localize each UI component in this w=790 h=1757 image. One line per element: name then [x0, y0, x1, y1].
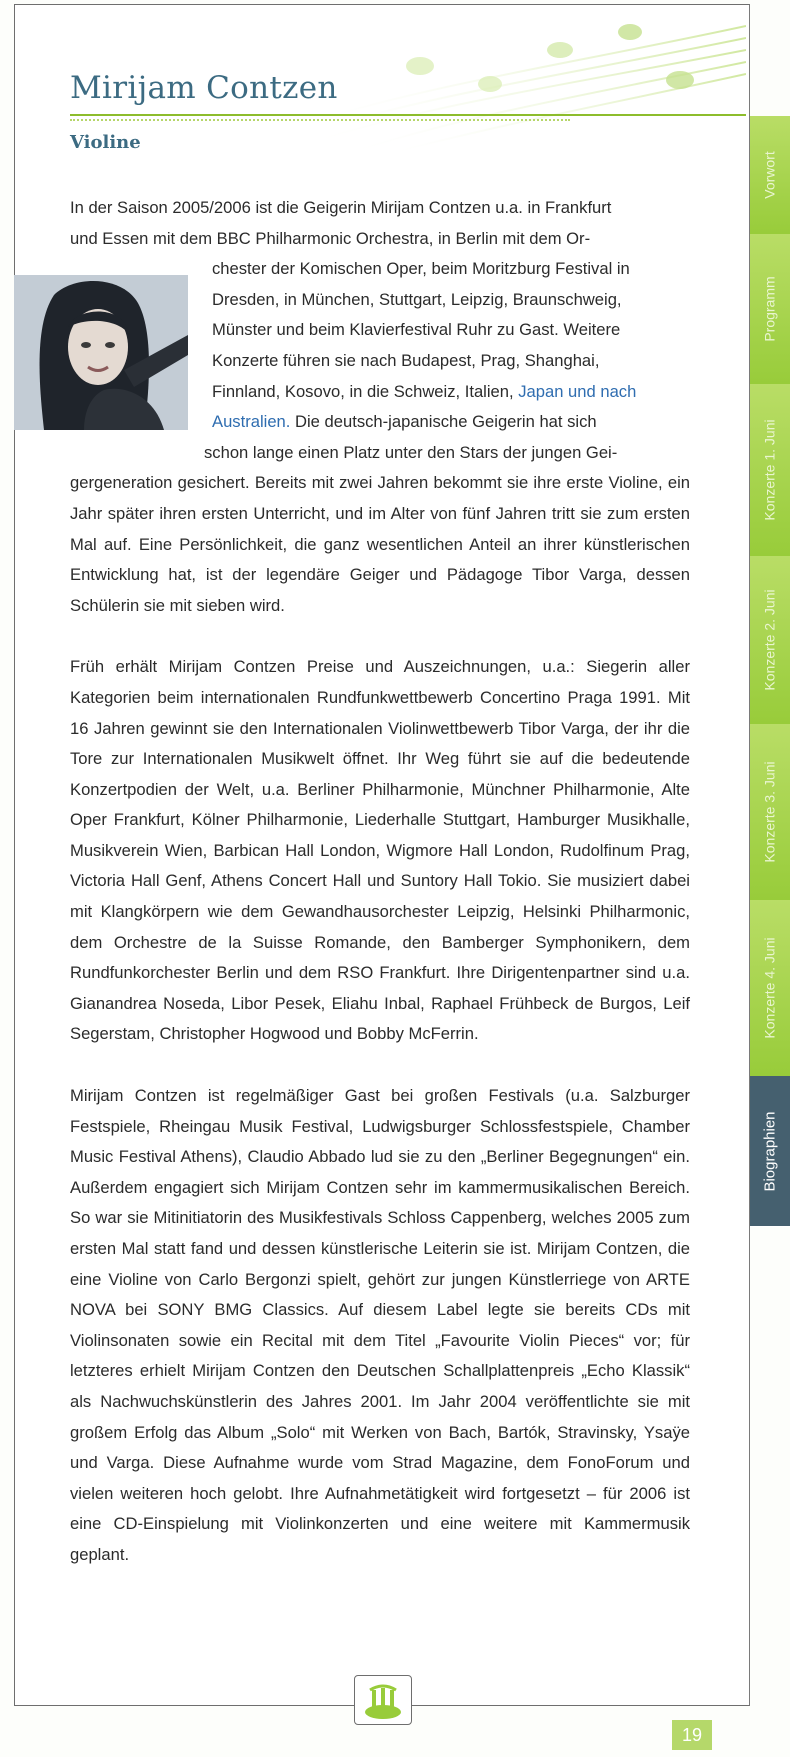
tab-label: Biographien — [761, 1110, 779, 1192]
highlighted-text: Japan und nach — [518, 381, 637, 401]
tab-label: Vorwort — [762, 151, 778, 199]
tab-label: Konzerte 4. Juni — [762, 937, 779, 1039]
highlighted-text-2: Australien. — [212, 412, 291, 432]
paragraph-gap — [70, 1050, 690, 1081]
page-number: 19 — [672, 1720, 712, 1750]
paragraph-1-wrap-line-4: Konzerte führen sie nach Budapest, Prag, Shanghai, — [212, 350, 600, 370]
festival-logo — [354, 1675, 412, 1725]
paragraph-1-wrap-line-6 — [70, 407, 690, 438]
tab-konzerte-2-juni[interactable] — [750, 556, 790, 725]
paragraph-1-wrap-line-2: Dresden, in München, Stuttgart, Leipzig, Braunschweig, — [212, 289, 622, 309]
title-dotted-rule — [70, 119, 570, 121]
tab-label: Programm — [762, 276, 779, 342]
paragraph-1-line-2: und Essen mit dem BBC Philharmonic Orchestra, in Berlin mit dem Or- — [70, 228, 591, 248]
tab-vorwort[interactable] — [750, 116, 790, 235]
music-staff-decoration — [300, 6, 746, 156]
logo-icon — [355, 1676, 411, 1724]
paragraph-1-wrap-line-1: chester der Komischen Oper, beim Moritzburg Festival in — [212, 259, 630, 279]
paragraph-1-wrap-line-3: Münster und beim Klavierfestival Ruhr zu Gast. Weitere — [212, 320, 621, 340]
paragraph-1-rest: gergeneration gesichert. Bereits mit zwei Jahren bekommt sie ihre erste Violine, ein Jahr später ihren ersten Unterricht, und im Alter von fünf Jahren tritt sie zum ersten Mal auf. Eine Persönlichkeit, die ganz wesentlichen Anteil an ihrer künstlerischen Entwicklung hat, ist der legendäre Geiger und Pädagoge Tibor Varga, dessen Schülerin sie mit sieben wird. — [70, 473, 690, 615]
tab-label: Konzerte 1. Juni — [762, 419, 779, 521]
page-title: Mirijam Contzen — [70, 70, 338, 106]
tab-konzerte-1-juni[interactable] — [750, 384, 790, 557]
title-underline — [70, 114, 746, 116]
paragraph-1-wrap-line-7: schon lange einen Platz unter den Stars der jungen Gei- — [204, 442, 618, 462]
tab-label: Konzerte 2. Juni — [762, 589, 779, 691]
paragraph-1-wrap-line-5 — [70, 377, 690, 408]
biography-text — [70, 193, 690, 1571]
plain-text-2: Die deutsch-japanische Geigerin hat sich — [290, 412, 597, 432]
tab-biographien[interactable] — [750, 1076, 790, 1227]
page-subtitle: Violine — [70, 132, 141, 153]
tab-label: Konzerte 3. Juni — [762, 761, 779, 863]
tab-konzerte-3-juni[interactable] — [750, 724, 790, 901]
paragraph-2: Früh erhält Mirijam Contzen Preise und Auszeichnungen, u.a.: Siegerin aller Kategorien beim internationalen Rundfunkwettbewerb Concertino Praga 1991. Mit 16 Jahren gewinnt sie den Internationalen Violinwettbewerb Tibor Varga, der ihr die Tore zur Internationalen Musikwelt öffnet. Ihr Weg führt sie auf die bedeutende Konzertpodien der Welt, u.a. Berliner Philharmonie, Münchner Philharmonie, Alte Oper Frankfurt, Kölner Philharmonie, Liederhalle Stuttgart, Hamburger Musikhalle, Musikverein Wien, Barbican Hall London, Wigmore Hall London, Rudolfinum Prag, Victoria Hall Genf, Athens Concert Hall und Suntory Hall Tokio. Sie musiziert dabei mit Klangkörpern wie dem Gewandhausorchester Leipzig, Helsinki Philharmonic, dem Orchestre de la Suisse Romande, den Bamberger Symphonikern, dem Rundfunkorchester Berlin und dem RSO Frankfurt. Ihre Dirigentenpartner sind u.a. Gianandrea Noseda, Libor Pesek, Eliahu Inbal, Raphael Frühbeck de Burgos, Leif Segerstam, Christopher Hogwood und Bobby McFerrin. — [70, 657, 690, 1044]
paragraph-1-line-1: In der Saison 2005/2006 ist die Geigerin Mirijam Contzen u.a. in Frankfurt — [70, 198, 612, 217]
paragraph-gap — [70, 621, 690, 652]
plain-text: Finnland, Kosovo, in die Schweiz, Italien, — [212, 381, 519, 401]
tab-programm[interactable] — [750, 234, 790, 385]
paragraph-3: Mirijam Contzen ist regelmäßiger Gast bei großen Festivals (u.a. Salzburger Festspiele, Rheingau Musik Festival, Ludwigsburger Schlossfestspiele, Chamber Music Festival Athens), Claudio Abbado lud sie zu den „Berliner Begegnungen“ ein. Außerdem engagiert sich Mirijam Contzen sehr im kammermusikalischen Bereich. So war sie Mitinitiatorin des Musikfestivals Schloss Cappenberg, welches 2005 zum ersten Mal statt fand und dessen künstlerische Leiterin sie ist. Mirijam Contzen, die eine Violine von Carlo Bergonzi spielt, gehört zur jungen Künstlerriege von ARTE NOVA bei SONY BMG Classics. Auf diesem Label legte sie bereits CDs mit Violinsonaten sowie ein Recital mit dem Titel „Favourite Violin Pieces“ vor; für letzteres erhielt Mirijam Contzen den Deutschen Schallplattenpreis „Echo Klassik“ als Nachwuchskünstlerin des Jahres 2001. Im Jahr 2004 veröffentlichte sie mit großem Erfolg das Album „Solo“ mit Werken von Bach, Bartók, Stravinsky, Ysaÿe und Varga. Diese Aufnahme wurde vom Strad Magazine, dem FonoForum und vielen weiteren hoch gelobt. Ihre Aufnahmetätigkeit wird fortgesetzt – für 2006 ist eine CD-Einspielung mit Violinkonzerten und eine weitere mit Kammermusik geplant. — [70, 1086, 690, 1564]
tab-konzerte-4-juni[interactable] — [750, 900, 790, 1077]
